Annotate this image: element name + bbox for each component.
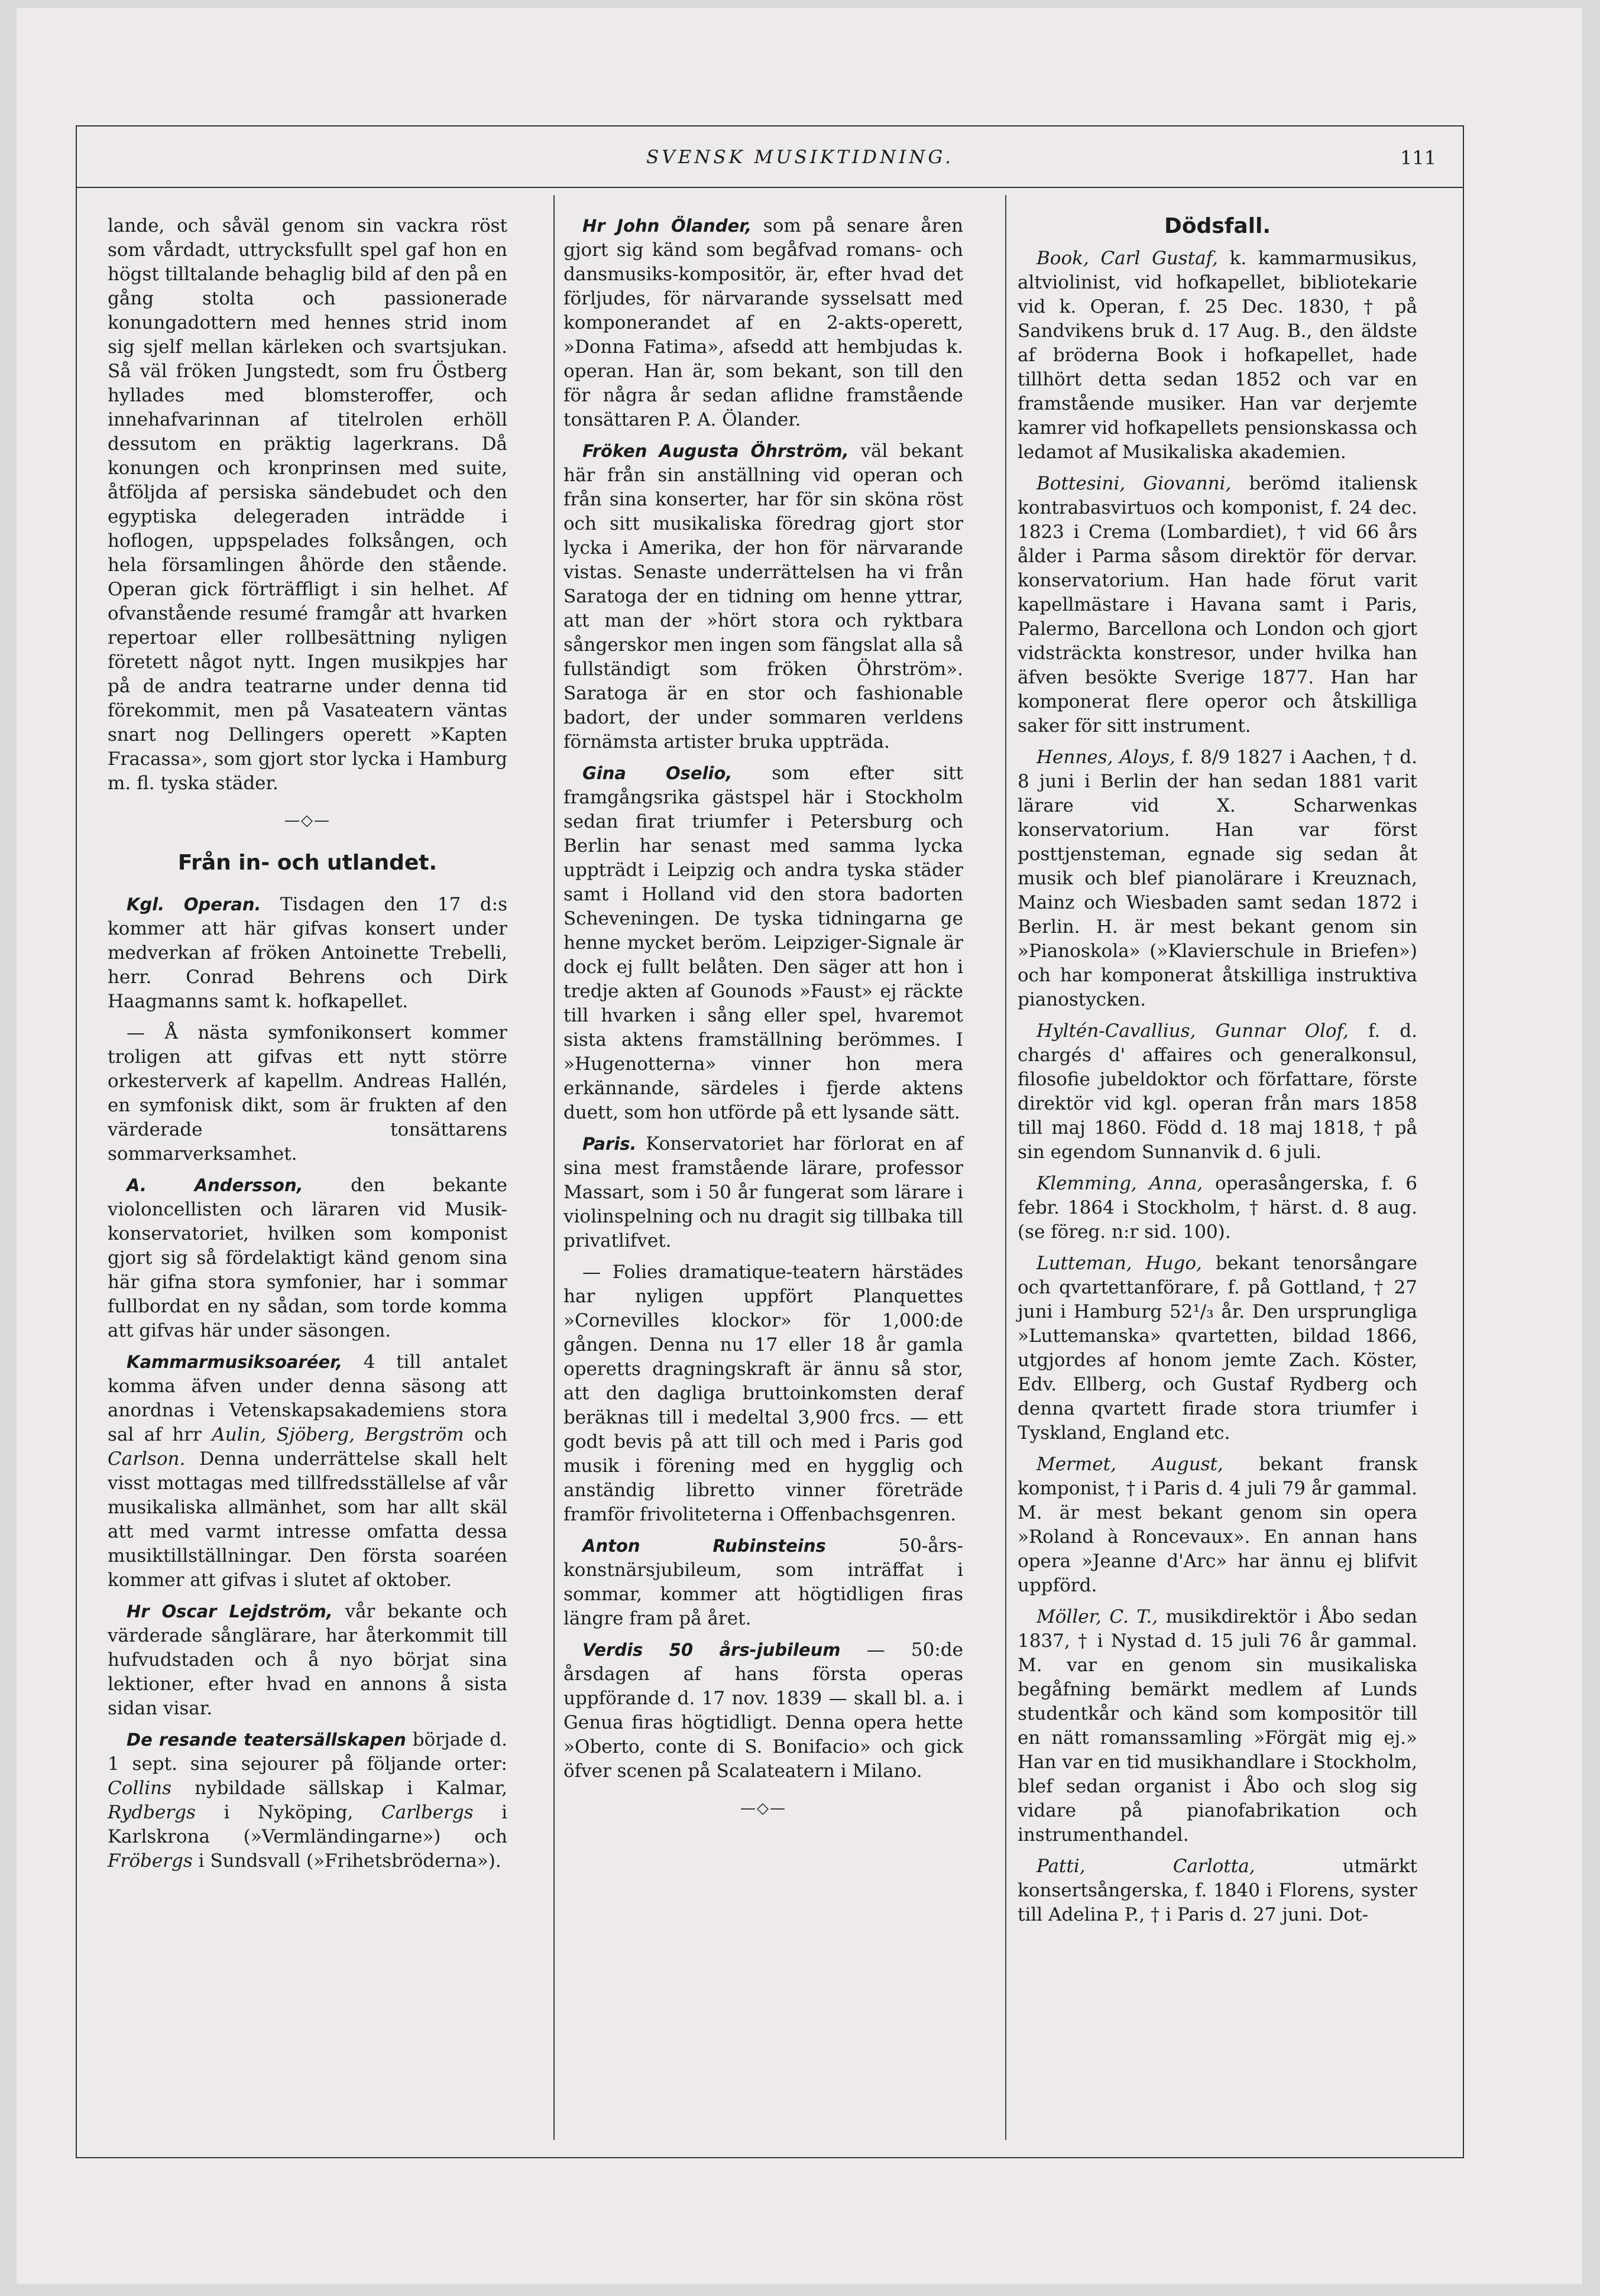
obituary-text: operasångerska, f. 6 febr. 1864 i Stockholm, † härst. d. 8 aug. (se föreg. n:r sid. 100). (1018, 1173, 1418, 1243)
ornament-divider: —◇— (740, 1799, 786, 1817)
news-item-kammarmusik (108, 1350, 507, 1593)
obituary-text: f. 8/9 1827 i Aachen, † d. 8 juni i Berlin der han sedan 1881 varit lärare vid X. Scharwenkas konservatorium. Han var först posttjensteman, egnade sig sedan åt musik och blef pianolärare i Kreuznach, Mainz och Wiesbaden samt sedan 1872 i Berlin. H. är mest bekant genom sin »Pianoskola» (»Klavierschule in Briefen») och har komponerat åtskilliga instruktiva pianostycken. (1018, 747, 1417, 1010)
item-lead: Hr Oscar Lejdström, (127, 1601, 333, 1622)
obituary-name: Mermet, August, (1037, 1454, 1223, 1475)
column-1 (108, 214, 507, 1880)
item-text: 50-års-konstnärsjubileum, som inträffat i sommar, kommer att högtidligen firas längre fram på året. (563, 1535, 963, 1629)
item-names: Collins (108, 1778, 172, 1799)
obituary-text: musikdirektör i Åbo sedan 1837, † i Nystad d. 15 juli 76 år gammal. M. var en genom sin musikaliska begåfning bemärkt medlem af Lunds studentkår och känd som kompositör till en nätt romanssamling »Förgät mig ej.» Han var en tid musikhandlare i Stockholm, blef sedan organist i Åbo och slog sig vidare på pianofabrikation och instrumenthandel. (1018, 1606, 1417, 1846)
page-number: 111 (1400, 147, 1437, 169)
paragraph-opera-review: lande, och såväl genom sin vackra röst som vårdadt, uttrycksfullt spel gaf hon en högst tilltalande behaglig bild af den på en gång stolta och passionerade konungadottern med hennes strid inom sig sjelf mellan kärleken och svartsjukan. Så väl fröken Jungstedt, som fru Östberg hyllades med blomsteroffer, och innehafvarinnan af titelrolen erhöll dessutom en präktig lagerkrans. Då konungen och kronprinsen med suite, åtföljda af persiska sändebudet och den egyptiska delegeraden inträdde i hoflogen, uppspelades folksången, och hela församlingen åhörde den stående. Operan gick förträffligt i sin helhet. Af ofvanstående resumé framgår att hvarken repertoar eller rollbesättning nyligen företett något nytt. Ingen musikpjes har på de andra teatrarne under denna tid förekommit, men på Vasateatern väntas snart nog Dellingers operett »Kapten Fracassa», som gjort stor lycka i Hamburg m. fl. tyska städer. (108, 215, 507, 794)
obituary-name: Möller, C. T., (1037, 1606, 1158, 1627)
item-text: vår bekante och värderade sånglärare, har återkommit till hufvudstaden och å nyo börjat sina lektioner, efter hvad en annons å sista sidan visar. (108, 1601, 507, 1719)
obituary-name: Patti, Carlotta, (1037, 1856, 1255, 1877)
obituary-text: k. kammarmusikus, altviolinist, vid hofkapellet, bibliotekarie vid k. Operan, f. 25 Dec. 1830, † på Sandvikens bruk d. 17 Aug. B., den äldste af bröderna Book i hofkapellet, hade tillhört detta sedan 1852 och var en framstående musiker. Han var derjemte kamrer vid hofkapellets pensionskassa och ledamot af Musikaliska akademien. (1018, 248, 1417, 463)
item-lead: Fröken Augusta Öhrström, (582, 441, 849, 461)
news-item-oselio (563, 761, 963, 1125)
item-text: — 50:de årsdagen af hans första operas uppförande d. 17 nov. 1839 — skall bl. a. i Genua firas högtidligt. Denna opera hette »Oberto, conte di S. Bonifacio» och gick öfver scenen på Scalateatern i Milano. (563, 1639, 963, 1782)
obituary-text: bekant tenorsångare och qvartettanförare, f. på Gottland, † 27 juni i Hamburg 52¹/₃ år. Den ursprungliga »Luttemanska» qvartetten, bildad 1866, utgjordes af honom jemte Zach. Köster, Edv. Ellberg, och Gustaf Rydberg och denna qvartett firade stora triumfer i Tyskland, England etc. (1018, 1253, 1417, 1444)
obituary-text: utmärkt konsertsångerska, f. 1840 i Florens, syster till Adelina P., † i Paris d. 27 juni. Dot- (1018, 1856, 1417, 1925)
obituary-lutteman (1018, 1251, 1417, 1445)
column-divider-2 (1005, 195, 1006, 2140)
item-text: som på senare åren gjort sig känd som begåfvad romans- och dansmusiks-kompositör, är, efter hvad det förljudes, för närvarande sysselsatt med komponerandet af en 2-akts-operett, »Donna Fatima», afsedd att hembjudas k. operan. Han är, som bekant, son till den för några år sedan aflidne framstående tonsättaren P. A. Ölander. (563, 215, 963, 430)
item-names: Carlbergs (381, 1802, 474, 1823)
obituary-name: Bottesini, Giovanni, (1037, 473, 1232, 494)
item-lead: Hr John Ölander, (582, 216, 752, 236)
obituary-text: f. d. chargés d' affaires och generalkonsul, filosofie jubeldoktor och författare, förste direktör vid kgl. operan från mars 1858 till maj 1860. Född d. 18 maj 1818, † på sin egendom Sunnanvik d. 6 juli. (1018, 1020, 1418, 1163)
obituary-book (1018, 247, 1417, 465)
news-item-lejdstrom (108, 1600, 507, 1721)
section-heading: Från in- och utlandet. (177, 851, 438, 875)
news-item-kgl-operan (108, 893, 507, 1014)
item-text: i Sundsvall (»Frihetsbröderna»). (198, 1850, 501, 1872)
column-divider-1 (553, 195, 555, 2140)
item-lead: Anton Rubinsteins (582, 1536, 826, 1556)
news-item-teatersallskap (108, 1728, 507, 1873)
item-text: i Nyköping, (224, 1802, 354, 1823)
news-item-paris (563, 1132, 963, 1253)
item-text: Konservatoriet har förlorat en af sina mest framstående lärare, professor Massart, som i 50 år fungerat som lärare i violinspelning och nu dragit sig tillbaka till privatlifvet. (563, 1133, 963, 1251)
news-item-symfonikonsert: — Å nästa symfonikonsert kommer troligen att gifvas ett nytt större orkesterverk af kapellm. Andreas Hallén, en symfonisk dikt, som är frukten af den värderade tonsättarens sommarverksamhet. (108, 1022, 507, 1165)
news-item-verdi (563, 1638, 963, 1783)
item-names: Carlson. (108, 1448, 186, 1470)
item-names: Aulin, Sjöberg, Bergström (212, 1424, 464, 1445)
item-text: Tisdagen den 17 d:s kommer att här gifvas konsert under medverkan af fröken Antoinette Trebelli, herr. Conrad Behrens och Dirk Haagmanns samt k. hofkapellet. (108, 894, 507, 1012)
obituary-name: Book, Carl Gustaf, (1037, 248, 1218, 269)
item-lead: Gina Oselio, (582, 763, 733, 783)
obituary-heading: Dödsfall. (1164, 214, 1271, 238)
news-item-folies: — Folies dramatique-teatern härstädes har nyligen uppfört Planquettes »Cornevilles klockor» för 1,000:de gången. Denna nu 17 eller 18 år gamla operetts dragningskraft är ännu så stor, att den dagliga bruttoinkomsten deraf beräknas till i medeltal 3,900 frcs. — ett godt bevis på att till och med i Paris god musik i förening med en hygglig och anständig libretto vinner företräde framför frivoliteterna i Offenbachsgenren. (563, 1261, 963, 1525)
item-lead: Paris. (582, 1134, 637, 1154)
news-item-ohrstrom (563, 439, 963, 754)
news-item-olander (563, 214, 963, 432)
item-text: i Karlskrona (»Vermländingarne») och (108, 1802, 508, 1847)
item-text: den bekante violoncellisten och läraren vid Musik-konservatoriet, hvilken som komponist gjort sig så fördelaktigt känd genom sina här gifna stora symfonier, har i sommar fullbordat en ny sådan, som torde komma att gifvas här under säsongen. (108, 1175, 507, 1341)
obituary-text: berömd italiensk kontrabasvirtuos och komponist, f. 24 dec. 1823 i Crema (Lombardiet), † vid 66 års ålder i Parma såsom direktör för dervar. konservatorium. Han hade förut varit kapellmästare i Havana samt i Paris, Palermo, Barcellona och London och gjort vidsträckta konstresor, under hvilka han äfven besökte Sverige 1877. Han har komponerat flere operor och åtskilliga saker för sitt instrument. (1018, 473, 1417, 737)
item-names: Rydbergs (108, 1802, 196, 1823)
item-text: väl bekant här från sin anställning vid operan och från sina konserter, har för sin sköna röst och sitt musikaliska föredrag gjort stor lycka i Amerika, der hon för närvarande vistas. Senaste underrättelsen ha vi från Saratoga der en tidning om henne yttrar, att man der »hört stora och ryktbara sångerskor men ingen som fängslat alla så fullständigt som fröken Öhrström». Saratoga är en stor och fashionable badort, der under sommaren verldens förnämsta artister bruka uppträda. (563, 440, 963, 753)
obituary-hylten-cavallius (1018, 1019, 1417, 1165)
item-names: Fröbergs (108, 1850, 193, 1872)
obituary-mermet (1018, 1452, 1417, 1598)
news-item-rubinstein (563, 1534, 963, 1631)
item-text: och (474, 1424, 508, 1445)
ornament-divider: —◇— (284, 812, 331, 829)
news-item-andersson (108, 1173, 507, 1343)
item-lead: Verdis 50 års-jubileum (582, 1640, 841, 1660)
obituary-name: Klemming, Anna, (1037, 1173, 1203, 1194)
item-text: nybildade sällskap i Kalmar, (195, 1778, 507, 1799)
column-3 (1018, 214, 1417, 1934)
column-2 (563, 214, 963, 1838)
obituary-patti (1018, 1854, 1417, 1927)
item-lead: Kgl. Operan. (127, 894, 261, 914)
item-lead: Kammarmusiksoaréer, (127, 1352, 343, 1372)
obituary-klemming (1018, 1172, 1417, 1244)
item-lead: De resande teatersällskapen (127, 1730, 406, 1750)
obituary-bottesini (1018, 472, 1417, 738)
obituary-hennes (1018, 745, 1417, 1012)
obituary-text: bekant fransk komponist, † i Paris d. 4 juli 79 år gammal. M. är mest bekant genom sin opera »Roland à Roncevaux». En annan hans opera »Jeanne d'Arc» har ännu ej blifvit uppförd. (1018, 1454, 1418, 1596)
obituary-moller (1018, 1605, 1417, 1847)
obituary-name: Hyltén-Cavallius, Gunnar Olof, (1037, 1020, 1349, 1042)
running-title: SVENSK MUSIKTIDNING. (646, 147, 954, 168)
header-rule (76, 187, 1464, 188)
item-lead: A. Andersson, (127, 1175, 303, 1195)
obituary-name: Hennes, Aloys, (1037, 747, 1175, 768)
item-text: Denna underrättelse skall helt visst mottagas med tillfredsställelse af vår musikaliska allmänhet, som har allt skäl att med varmt intresse omfatta dessa musiktillställningar. Den första soaréen kommer att gifvas i slutet af oktober. (108, 1448, 507, 1591)
item-text: 4 till antalet komma äfven under denna säsong att anordnas i Vetenskapsakademiens stora sal af hrr (108, 1351, 507, 1445)
obituary-name: Lutteman, Hugo, (1037, 1253, 1202, 1274)
item-text: började d. 1 sept. sina sejourer på följande orter: (108, 1729, 507, 1775)
item-text: som efter sitt framgångsrika gästspel här i Stockholm sedan firat triumfer i Petersburg och Berlin har senast med samma lycka uppträdt i Leipzig och andra tyska städer samt i Holland vid den stora badorten Scheveningen. De tyska tidningarna ge henne mycket beröm. Leipziger-Signale är dock ej fullt belåten. Den säger att hon i tredje akten af Gounods »Faust» ej räckte till hvarken i sång eller spel, hvaremot sista aktens framställning berömmes. I »Hugenotterna» vinner hon mera erkännande, särdeles i fjerde aktens duett, som hon utförde på ett lysande sätt. (563, 763, 963, 1123)
